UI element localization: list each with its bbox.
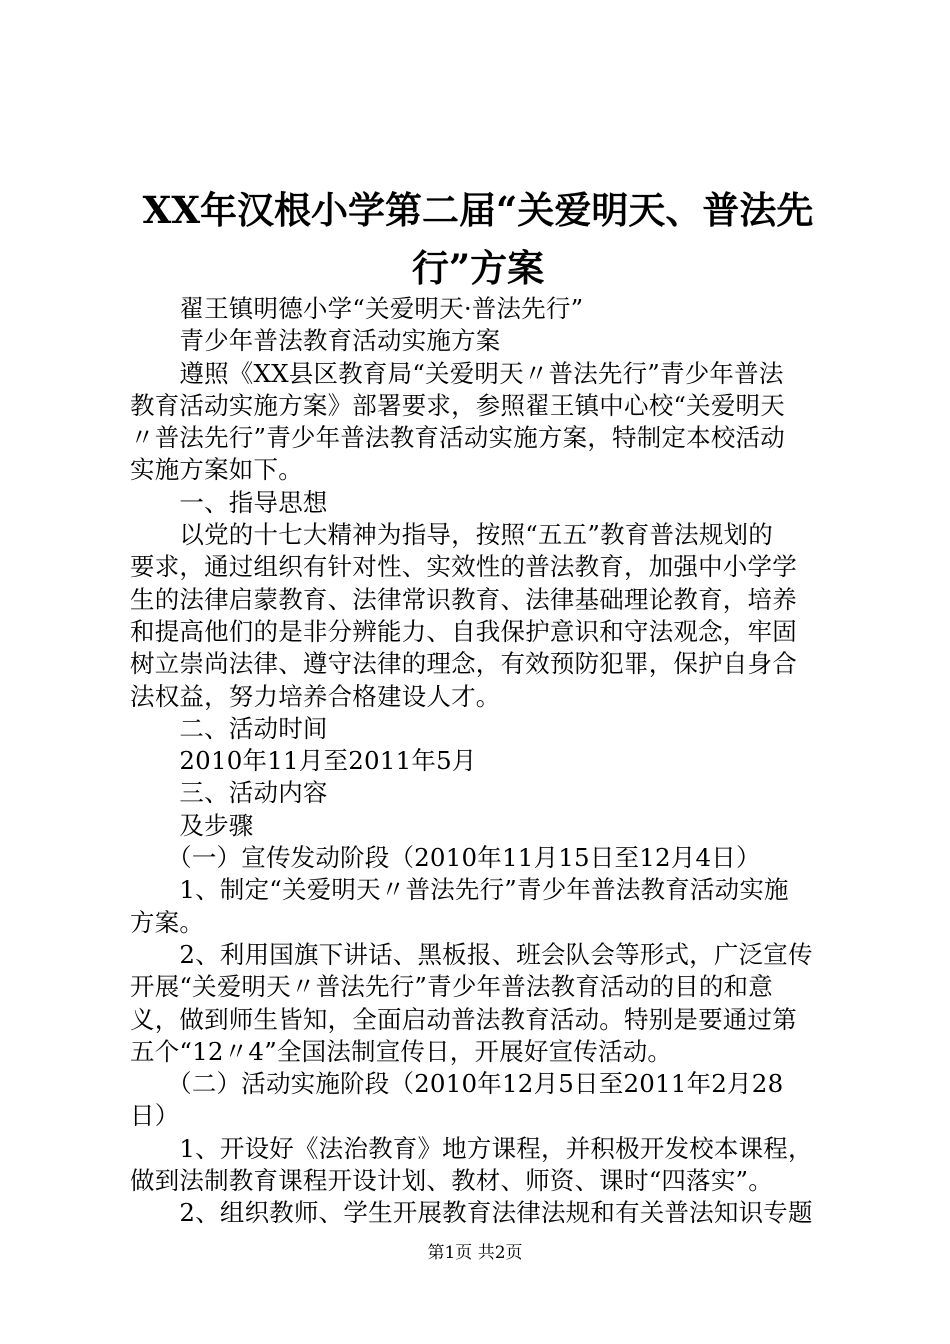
- body-line: 方案。: [130, 907, 205, 937]
- body-line: 1、制定“关爱明天〃普法先行”青少年普法教育活动实施: [130, 875, 789, 905]
- document-body: [130, 293, 830, 1230]
- body-line: （一）宣传发动阶段（2010年11月15日至12月4日）: [130, 843, 761, 873]
- body-line: 义，做到师生皆知，全面启动普法教育活动。特别是要通过第: [130, 1004, 797, 1034]
- body-line: 开展“关爱明天〃普法先行”青少年普法教育活动的目的和意: [130, 972, 773, 1002]
- body-line: 1、开设好《法治教育》地方课程，并积极开发校本课程，: [130, 1133, 813, 1163]
- body-line: 及步骤: [130, 810, 254, 840]
- body-line: 2、利用国旗下讲话、黑板报、班会队会等形式，广泛宣传: [130, 939, 813, 969]
- body-line: 生的法律启蒙教育、法律常识教育、法律基础理论教育，培养: [130, 584, 797, 614]
- body-line: 青少年普法教育活动实施方案: [130, 326, 501, 356]
- body-line: 日）: [130, 1101, 180, 1131]
- body-line: 〃普法先行”青少年普法教育活动实施方案，特制定本校活动: [130, 423, 785, 453]
- body-line: 遵照《XX县区教育局“关爱明天〃普法先行”青少年普法: [130, 358, 784, 388]
- document-title-line-2: 行”方案: [411, 246, 545, 290]
- body-line: 和提高他们的是非分辨能力、自我保护意识和守法观念，牢固: [130, 616, 797, 646]
- body-line: 二、活动时间: [130, 713, 328, 743]
- document-title-line-1: XX年汉根小学第二届“关爱明天、普法先: [142, 188, 814, 232]
- body-line: 2、组织教师、学生开展教育法律法规和有关普法知识专题: [130, 1198, 813, 1228]
- body-line: 法权益，努力培养合格建设人才。: [130, 681, 501, 711]
- page-footer: 第1页 共2页: [427, 1243, 523, 1263]
- body-line: 三、活动内容: [130, 778, 328, 808]
- body-line: 一、指导思想: [130, 487, 328, 517]
- body-line: 五个“12〃4”全国法制宣传日，开展好宣传活动。: [130, 1036, 673, 1066]
- body-line: 实施方案如下。: [130, 455, 303, 485]
- body-line: 教育活动实施方案》部署要求，参照翟王镇中心校“关爱明天: [130, 390, 785, 420]
- body-line: 以党的十七大精神为指导，按照“五五”教育普法规划的: [130, 520, 773, 550]
- body-line: 2010年11月至2011年5月: [130, 746, 477, 776]
- body-line: 树立崇尚法律、遵守法律的理念，有效预防犯罪，保护自身合: [130, 649, 797, 679]
- body-line: 做到法制教育课程开设计划、教材、师资、课时“四落实”。: [130, 1166, 773, 1196]
- body-line: （二）活动实施阶段（2010年12月5日至2011年2月28: [130, 1069, 784, 1099]
- body-line: 翟王镇明德小学“关爱明天·普法先行”: [130, 294, 584, 323]
- body-line: 要求，通过组织有针对性、实效性的普法教育，加强中小学学: [130, 552, 797, 582]
